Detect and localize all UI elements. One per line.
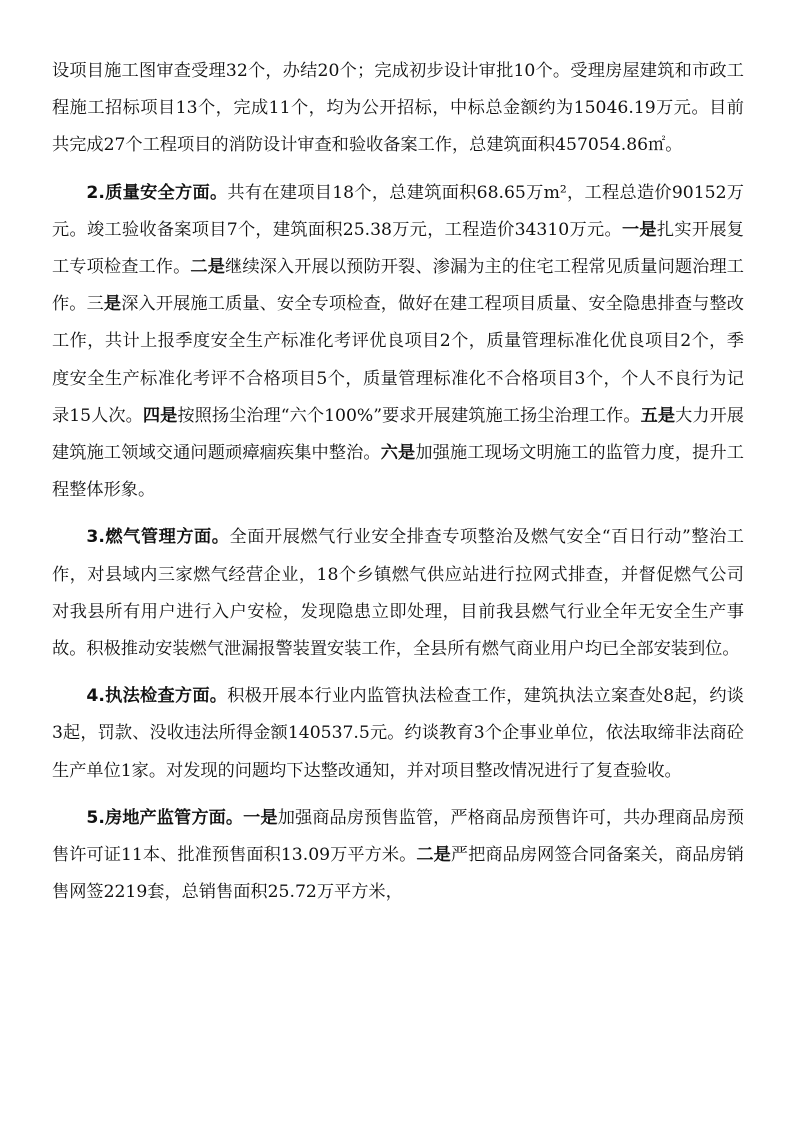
text-segment: 严把商品房网签合同备案关，商品房销售网签2219套，总销售面积25.72万平方米， [52,845,744,903]
text-segment: 加强商品房预售监管，严格商品房预售许可，共办理商品房预售许可证11本、批准预售面积13.09万平方米。 [52,807,744,866]
section-heading-quality-safety: 2.质量安全方面。 [86,182,228,203]
ordinal-marker: 六是 [380,443,416,464]
text-segment: 加强施工现场文明施工的监管力度，提升工程整体形象。 [52,443,744,501]
text-segment: 继续深入开展以预防开裂、渗漏为主的住宅工程常见质量问题治理工作。三 [52,257,744,315]
text-segment: 扎实开展复工专项检查工作。 [52,219,744,278]
paragraph-real-estate [52,800,744,912]
ordinal-marker: 二是 [190,257,226,278]
paragraph-gas-management [52,519,744,668]
ordinal-marker: 一是 [621,219,657,240]
section-heading-gas-management: 3.燃气管理方面。 [86,527,230,548]
ordinal-marker: 五是 [640,405,676,426]
section-heading-real-estate: 5.房地产监管方面。 [86,807,244,828]
document-page [52,53,744,921]
paragraph-project-review [52,53,744,165]
text-segment: 按照扬尘治理“六个100%”要求开展建筑施工扬尘治理工作。 [177,405,641,426]
ordinal-marker: 二是 [416,845,451,866]
paragraph-law-enforcement [52,678,744,790]
text-segment: 共有在建项目18个，总建筑面积68.65万m²，工程总造价90152万元。竣工验收备案项目7个，建筑面积25.38万元，工程造价34310万元。 [52,182,744,240]
text-segment: 设项目施工图审查受理32个，办结20个；完成初步设计审批10个。受理房屋建筑和市政工程施工招标项目13个，完成11个，均为公开招标，中标总金额约为15046.19万元。目前共完成27个工程项目的消防设计审查和验收备案工作，总建筑面积457054.86㎡。 [52,61,744,156]
ordinal-marker: 是 [103,294,122,315]
ordinal-marker: 四是 [142,405,178,426]
paragraph-quality-safety [52,175,744,510]
text-segment: 全面开展燃气行业安全排查专项整治及燃气安全“百日行动”整治工作，对县域内三家燃气经营企业，18个乡镇燃气供应站进行拉网式排查，并督促燃气公司对我县所有用户进行入户安检，发现隐患立即处理，目前我县燃气行业全年无安全生产事故。积极推动安装燃气泄漏报警装置安装工作，全县所有燃气商业用户均已全部安装到位。 [52,527,744,660]
text-segment: 深入开展施工质量、安全专项检查，做好在建工程项目质量、安全隐患排查与整改工作，共计上报季度安全生产标准化考评优良项目2个，质量管理标准化优良项目2个，季度安全生产标准化考评不合格项目5个，质量管理标准化不合格项目3个，个人不良行为记录15人次。 [52,294,744,426]
ordinal-marker: 一是 [243,807,278,828]
section-heading-law-enforcement: 4.执法检查方面。 [86,686,228,707]
text-segment: 积极开展本行业内监管执法检查工作，建筑执法立案查处8起，约谈3起，罚款、没收违法所得金额140537.5元。约谈教育3个企事业单位，依法取缔非法商砼生产单位1家。对发现的问题均下达整改通知，并对项目整改情况进行了复查验收。 [52,686,744,781]
text-segment: 大力开展建筑施工领域交通问题顽瘴痼疾集中整治。 [52,405,744,464]
